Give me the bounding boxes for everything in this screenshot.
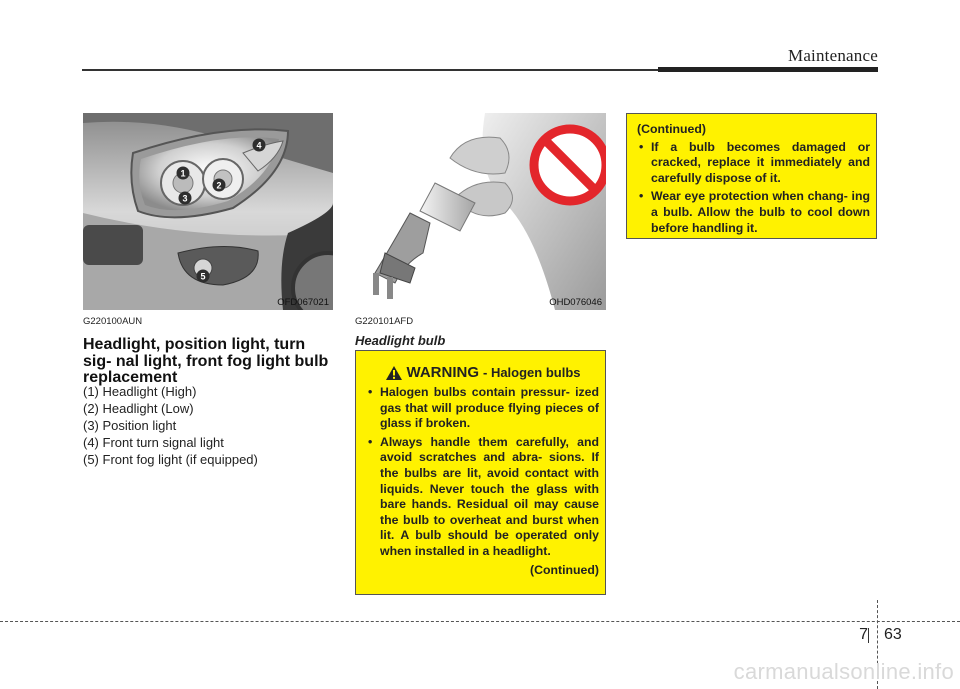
footer-rule xyxy=(0,621,960,622)
header-rule xyxy=(82,69,658,71)
watermark: carmanualsonline.info xyxy=(733,659,954,684)
chapter-number: 7 xyxy=(859,626,868,643)
list-item: (5) Front fog light (if equipped) xyxy=(83,452,258,467)
callout-1: 1 xyxy=(180,168,186,179)
bulb-illustration xyxy=(355,113,606,310)
warning-title: WARNING xyxy=(406,364,479,382)
page-separator xyxy=(868,628,869,643)
list-item: • Halogen bulbs contain pressur- ized gas that will produce flying pieces of glass if broken. xyxy=(366,385,599,432)
list-item: • Always handle them carefully, and avoid scratches and abra- sions. If the bulbs are lit, avoid contact with liquids. Never touch the glass with bare hands. Residual oil may cause the bulb to overheat and burst when lit. A bulb should be operated only when installed in a headlight. xyxy=(366,435,599,560)
continued-warning-box xyxy=(626,113,877,239)
callout-2: 2 xyxy=(216,180,222,191)
bulb-figure xyxy=(355,113,606,310)
section-code: G220100AUN xyxy=(83,316,143,327)
list-item: • If a bulb becomes damaged or cracked, replace it immediately and carefully dispose of it. xyxy=(637,140,870,187)
page-number: 63 xyxy=(884,626,902,643)
list-item: • Wear eye protection when chang- ing a bulb. Allow the bulb to cool down before handling it. xyxy=(637,189,870,236)
header-rule-thick xyxy=(658,67,878,72)
warning-triangle-icon xyxy=(385,365,403,381)
warning-list xyxy=(366,385,599,560)
warning-box xyxy=(355,350,606,595)
list-item: (2) Headlight (Low) xyxy=(83,401,194,416)
figure-code: OFD067021 xyxy=(277,297,329,308)
section-title: Maintenance xyxy=(788,46,878,65)
list-item: (1) Headlight (High) xyxy=(83,384,197,399)
parts-list xyxy=(83,383,258,468)
warning-header xyxy=(366,365,599,381)
continued-label: (Continued) xyxy=(637,122,706,136)
callout-5: 5 xyxy=(200,271,206,282)
subsection-heading: Headlight bulb xyxy=(355,333,446,348)
callout-3: 3 xyxy=(182,193,188,204)
figure-code: OHD076046 xyxy=(549,297,602,308)
callout-4: 4 xyxy=(256,140,262,151)
continued-list xyxy=(637,140,870,237)
section-heading: Headlight, position light, turn sig- nal light, front fog light bulb replacement xyxy=(83,336,329,386)
list-item: (3) Position light xyxy=(83,418,177,433)
continued-label: (Continued) xyxy=(530,562,599,577)
section-code: G220101AFD xyxy=(355,316,414,327)
warning-subtitle: - Halogen bulbs xyxy=(483,365,581,381)
list-item: (4) Front turn signal light xyxy=(83,435,224,450)
headlight-illustration xyxy=(83,113,333,310)
headlight-figure xyxy=(83,113,333,310)
